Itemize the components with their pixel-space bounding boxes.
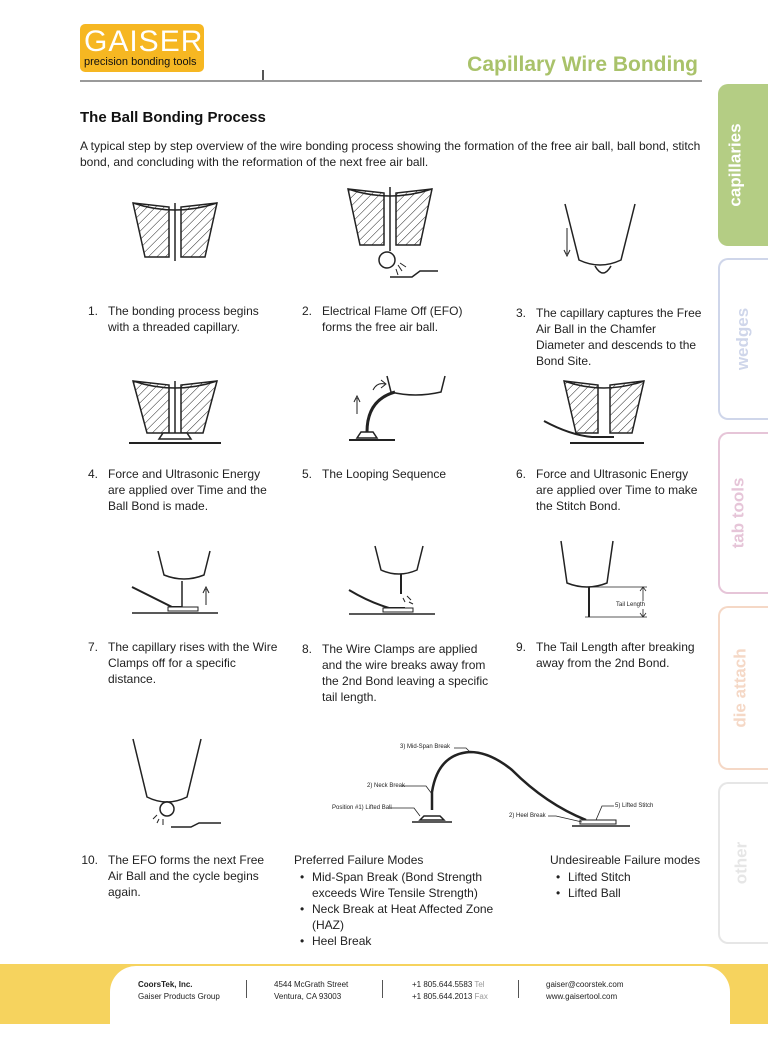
tab-tab-tools[interactable] <box>718 432 768 594</box>
header-divider <box>80 80 702 82</box>
step-5 <box>294 466 494 486</box>
step-number: 7. <box>87 640 98 654</box>
footer-phone-block <box>412 979 488 1003</box>
step-text: Electrical Flame Off (EFO) forms the free air ball. <box>322 304 463 334</box>
step-9 <box>508 639 708 679</box>
preferred-failure-title: Preferred Failure Modes <box>294 853 424 867</box>
tail-length-label: Tail Length <box>616 602 646 608</box>
step-text: The Tail Length after breaking away from the 2nd Bond. <box>536 640 695 670</box>
step-text: The bonding process begins with a threaded capillary. <box>108 304 259 334</box>
footer-fax-label: Fax <box>474 992 488 1001</box>
footer-divider <box>382 980 383 998</box>
step-text: The capillary captures the Free Air Ball in the Chamfer Diameter and descends to the Bond Site. <box>536 306 702 368</box>
step-7 <box>80 639 280 689</box>
footer-city: Ventura, CA 93003 <box>274 992 342 1001</box>
label-heel-break: 2) Heel Break <box>509 813 546 819</box>
footer-web-link[interactable]: www.gaisertool.com <box>546 992 618 1001</box>
list-item: • Lifted Ball <box>554 885 714 901</box>
label-neck-break: 2) Neck Break <box>367 783 406 789</box>
footer-contact-block <box>546 979 623 1003</box>
footer-group: Gaiser Products Group <box>138 992 220 1001</box>
tab-other[interactable] <box>718 782 768 944</box>
step-2 <box>294 303 494 353</box>
tab-label: die attach <box>730 648 750 728</box>
footer-company-block <box>138 979 220 1003</box>
tab-wedges[interactable] <box>718 258 768 420</box>
step-number: 10. <box>81 853 98 867</box>
step-number: 4. <box>87 467 98 481</box>
step-number: 3. <box>515 306 526 320</box>
list-item: • Mid-Span Break (Bond Strength exceeds Wire Tensile Strength) <box>298 869 528 901</box>
footer-tel-label: Tel <box>474 980 485 989</box>
page-number: 5 <box>714 978 725 998</box>
footer-tel: +1 805.644.5583 <box>412 980 473 989</box>
footer-fax: +1 805.644.2013 <box>412 992 473 1001</box>
label-lifted-stitch: 5) Lifted Stitch <box>615 803 654 809</box>
step-number: 2. <box>301 304 312 318</box>
diagram-failure-modes <box>290 740 690 835</box>
step-number: 1. <box>87 304 98 318</box>
diagram-efo-free-air-ball <box>340 183 440 283</box>
footer-email-link[interactable]: gaiser@coorstek.com <box>546 980 624 989</box>
step-8 <box>294 641 494 711</box>
step-text: The Wire Clamps are applied and the wire breaks away from the 2nd Bond leaving a specific tail length. <box>322 642 489 704</box>
logo-tagline: precision bonding tools <box>84 56 197 68</box>
footer-divider <box>518 980 519 998</box>
step-text: The capillary rises with the Wire Clamps off for a specific distance. <box>108 640 278 686</box>
footer-company: CoorsTek, Inc. <box>138 980 193 989</box>
page-header-title: Capillary Wire Bonding <box>467 53 698 76</box>
tab-label: other <box>731 841 751 885</box>
diagram-tail-length <box>555 535 665 625</box>
label-lifted-ball: Position #1) Lifted Ball <box>332 805 392 811</box>
undesirable-failure-list <box>554 869 714 901</box>
list-item: • Heel Break <box>298 933 528 949</box>
step-1 <box>80 303 280 353</box>
step-number: 9. <box>515 640 526 654</box>
diagram-ball-bond <box>125 375 225 450</box>
step-text: Force and Ultrasonic Energy are applied over Time to make the Stitch Bond. <box>536 467 698 513</box>
header-tick-mark <box>262 70 264 80</box>
diagram-wire-clamps-break <box>345 540 445 620</box>
footer-divider <box>246 980 247 998</box>
preferred-failure-list <box>298 869 528 949</box>
step-number: 5. <box>301 467 312 481</box>
diagram-capillary-rises <box>128 545 228 620</box>
intro-paragraph: A typical step by step overview of the wire bonding process showing the formation of the free air ball, ball bond, stitch bond, and concluding with the reformation of the next free air ball. <box>80 139 701 169</box>
diagram-looping-sequence <box>345 370 455 450</box>
tab-label: capillaries <box>725 123 745 207</box>
step-text: Force and Ultrasonic Energy are applied over Time and the Ball Bond is made. <box>108 467 267 513</box>
step-number: 8. <box>301 642 312 656</box>
footer-street: 4544 McGrath Street <box>274 980 349 989</box>
footer-panel <box>110 966 730 1046</box>
step-6 <box>508 466 708 516</box>
list-item: • Neck Break at Heat Affected Zone (HAZ) <box>298 901 528 933</box>
step-number: 6. <box>515 467 526 481</box>
footer-address-block <box>274 979 348 1003</box>
diagram-next-free-air-ball <box>125 735 225 835</box>
tab-die-attach[interactable] <box>718 606 768 770</box>
undesirable-failure-title: Undesireable Failure modes <box>550 853 701 867</box>
step-4 <box>80 466 280 516</box>
list-item: • Lifted Stitch <box>554 869 714 885</box>
diagram-threaded-capillary <box>125 195 225 275</box>
step-3 <box>508 305 708 368</box>
tab-label: tab tools <box>728 477 748 549</box>
section-title: The Ball Bonding Process <box>80 109 266 126</box>
label-mid-span-break: 3) Mid-Span Break <box>400 744 451 750</box>
step-10 <box>80 852 280 899</box>
tab-label: wedges <box>733 307 753 371</box>
step-text: The Looping Sequence <box>322 467 447 481</box>
logo-wordmark: GAISER <box>84 25 204 58</box>
step-text: The EFO forms the next Free Air Ball and the cycle begins again. <box>108 853 265 899</box>
diagram-stitch-bond <box>540 375 650 450</box>
diagram-capture-and-descend <box>555 198 645 283</box>
tab-capillaries[interactable] <box>718 84 768 246</box>
